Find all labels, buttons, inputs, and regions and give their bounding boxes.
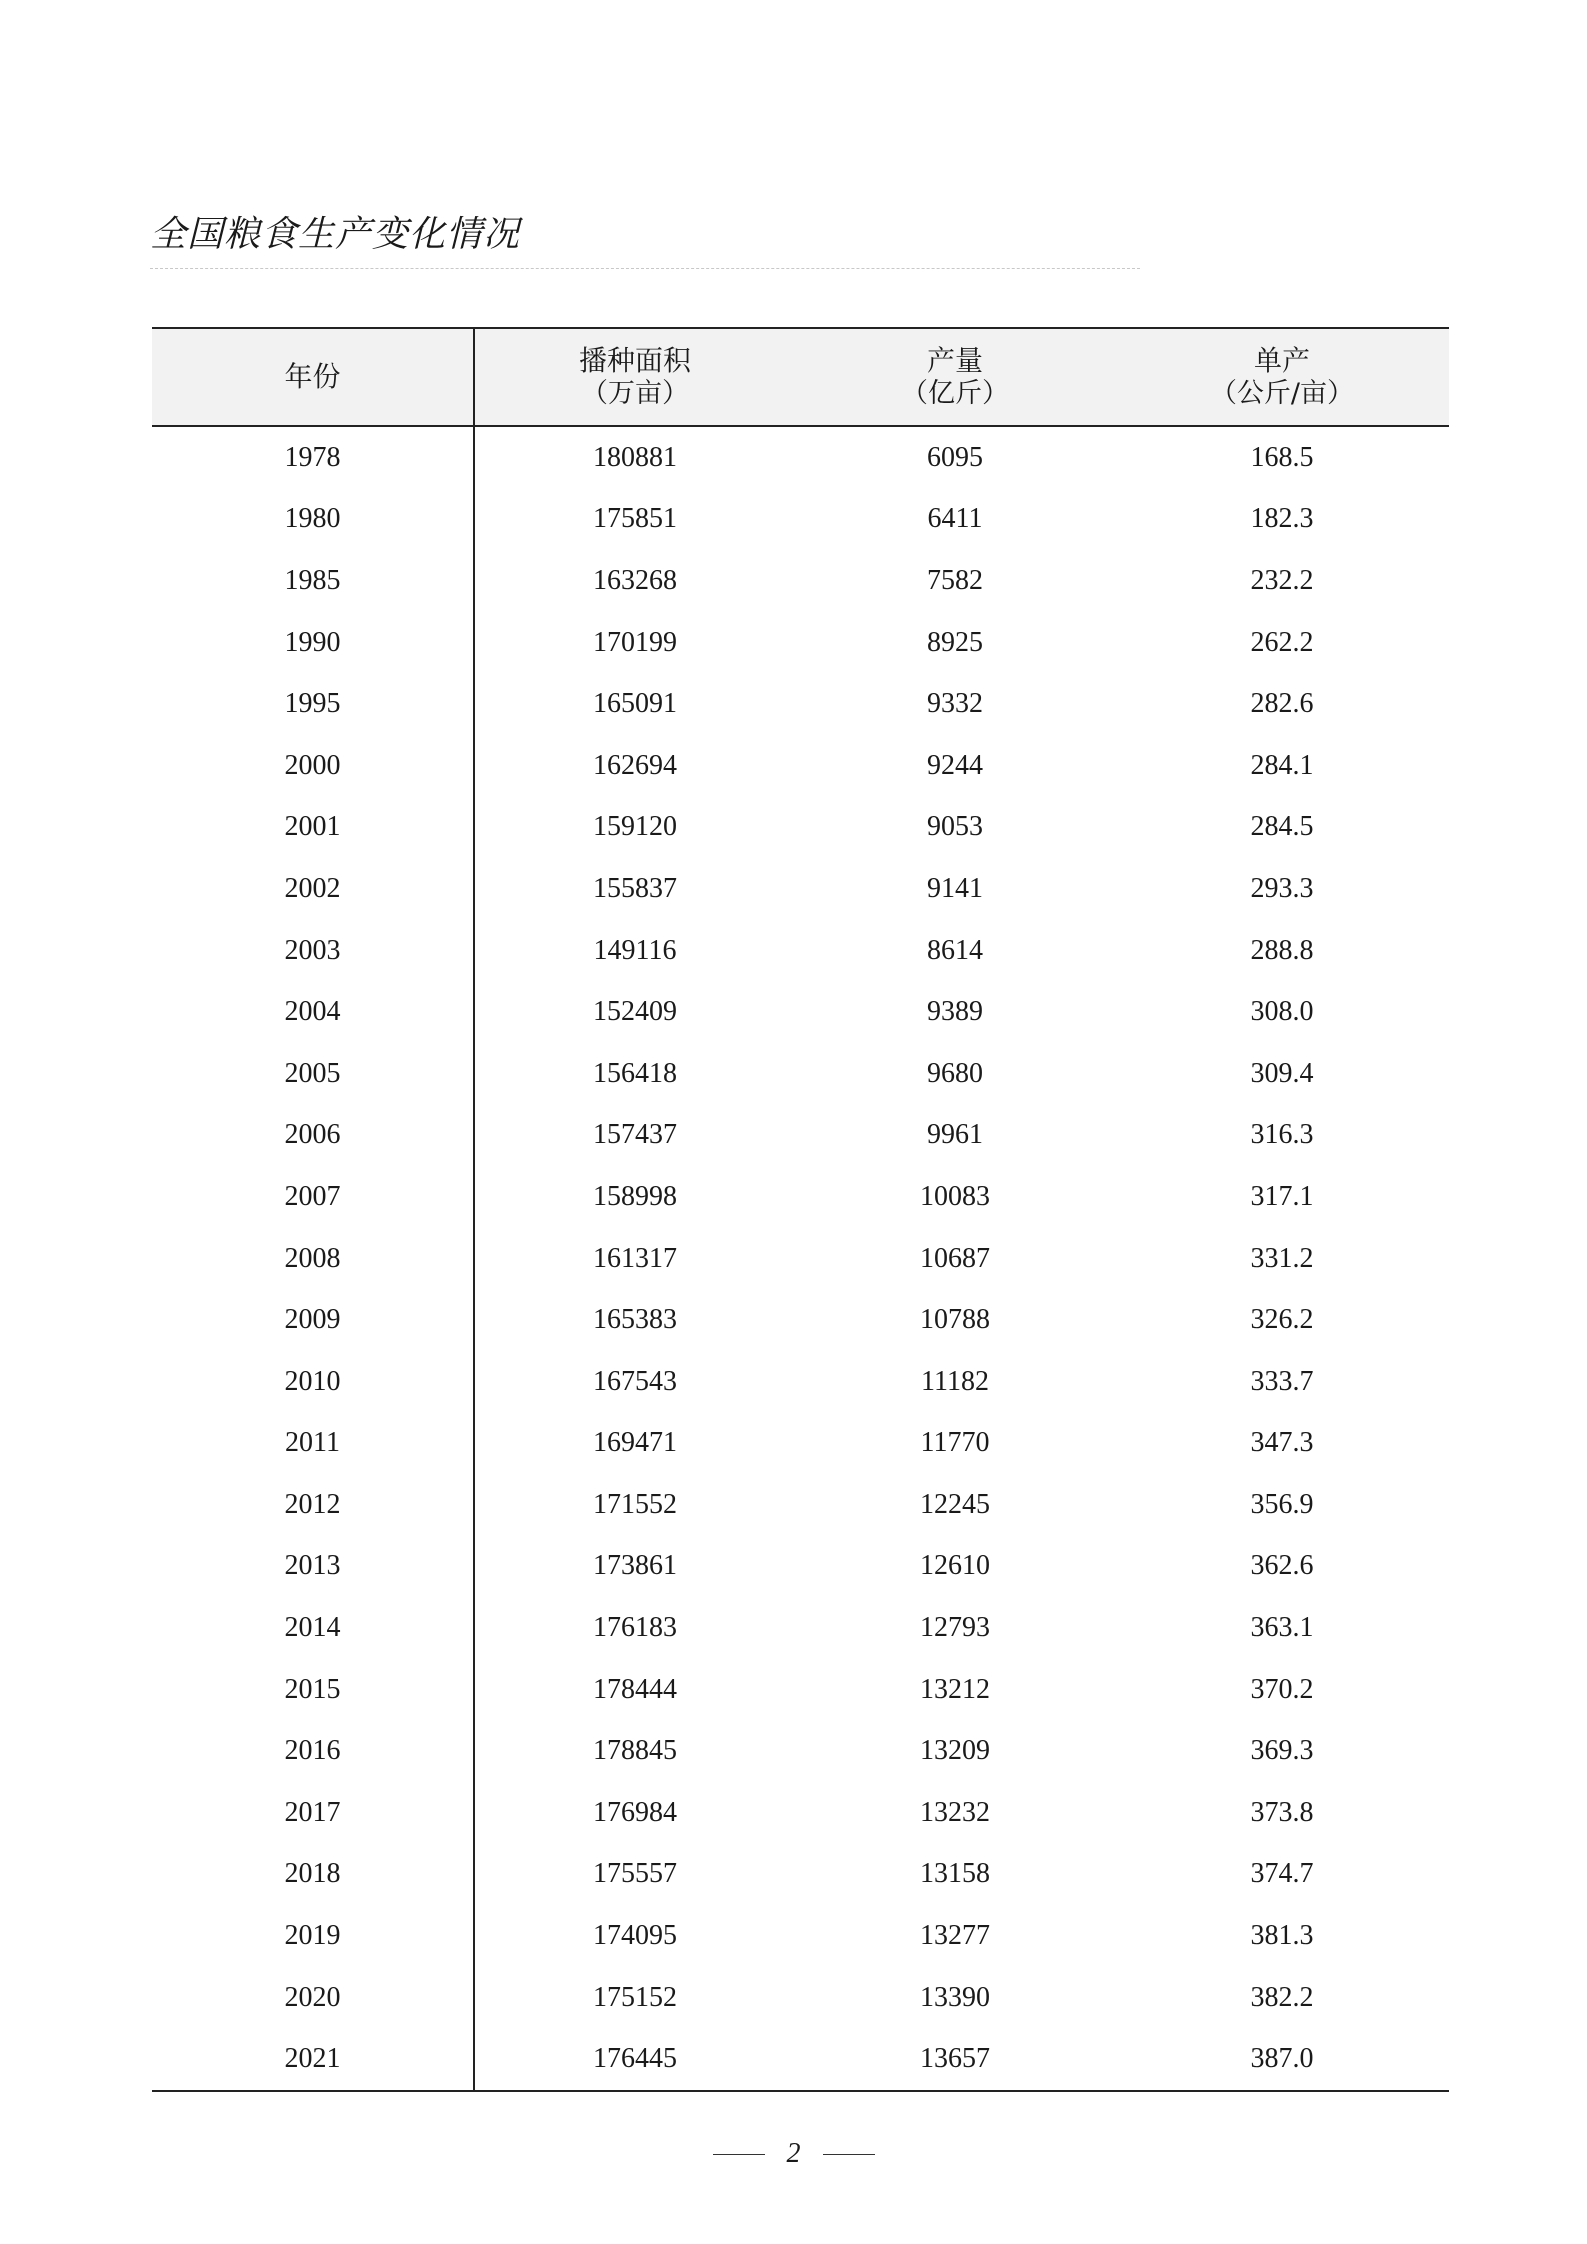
page-number: 2 [786, 2138, 801, 2169]
cell-output: 10083 [920, 1180, 990, 1212]
cell-year: 2000 [152, 735, 475, 797]
cell-yield: 284.1 [1250, 749, 1314, 781]
cell-output: 12610 [920, 1550, 990, 1582]
cell-yield: 284.5 [1250, 811, 1314, 843]
cell-sown-area: 167543 [593, 1365, 677, 1397]
cell-yield: 288.8 [1250, 934, 1314, 966]
table-row [152, 1289, 1449, 1351]
cell-sown-area: 162694 [593, 749, 677, 781]
cell-output: 13232 [920, 1796, 990, 1828]
cell-sown-area: 174095 [593, 1920, 677, 1952]
header-sown-area-label: 播种面积 [578, 344, 691, 377]
grain-production-table [152, 327, 1449, 2092]
cell-sown-area: 176183 [593, 1612, 677, 1644]
cell-sown-area: 176984 [593, 1796, 677, 1828]
header-year [152, 329, 475, 425]
cell-output: 10687 [920, 1242, 990, 1274]
table-row [152, 550, 1449, 612]
table-row [152, 612, 1449, 674]
cell-sown-area: 157437 [593, 1119, 677, 1151]
table-row [152, 1043, 1449, 1105]
table-row [152, 1228, 1449, 1290]
cell-year: 2020 [152, 1967, 475, 2029]
cell-yield: 363.1 [1250, 1612, 1314, 1644]
cell-output: 8614 [927, 934, 983, 966]
cell-sown-area: 180881 [593, 441, 677, 473]
table-row [152, 1844, 1449, 1906]
cell-year: 2007 [152, 1166, 475, 1228]
table-row [152, 920, 1449, 982]
cell-output: 11182 [921, 1365, 989, 1397]
cell-sown-area: 176445 [593, 2043, 677, 2075]
table-row [152, 1105, 1449, 1167]
footer-left-rule [713, 2154, 765, 2155]
cell-yield: 387.0 [1250, 2043, 1314, 2075]
table-row [152, 797, 1449, 859]
cell-sown-area: 175851 [593, 503, 677, 535]
cell-output: 9680 [927, 1057, 983, 1089]
cell-yield: 333.7 [1250, 1365, 1314, 1397]
cell-output: 13277 [920, 1920, 990, 1952]
cell-output: 13657 [920, 2043, 990, 2075]
cell-sown-area: 158998 [593, 1180, 677, 1212]
cell-sown-area: 149116 [593, 934, 677, 966]
table-row [152, 1597, 1449, 1659]
cell-year: 1980 [152, 489, 475, 551]
cell-yield: 347.3 [1250, 1427, 1314, 1459]
cell-output: 13209 [920, 1735, 990, 1767]
cell-sown-area: 156418 [593, 1057, 677, 1089]
cell-yield: 326.2 [1250, 1304, 1314, 1336]
cell-output: 9053 [927, 811, 983, 843]
table-row [152, 1782, 1449, 1844]
cell-year: 2010 [152, 1351, 475, 1413]
cell-sown-area: 178845 [593, 1735, 677, 1767]
table-row [152, 1474, 1449, 1536]
cell-yield: 316.3 [1250, 1119, 1314, 1151]
table-row [152, 858, 1449, 920]
cell-output: 7582 [927, 564, 983, 596]
cell-sown-area: 163268 [593, 564, 677, 596]
cell-year: 1995 [152, 673, 475, 735]
table-row [152, 1720, 1449, 1782]
header-year-label: 年份 [284, 360, 341, 394]
cell-yield: 382.2 [1250, 1981, 1314, 2013]
cell-yield: 232.2 [1250, 564, 1314, 596]
cell-output: 11770 [920, 1427, 990, 1459]
cell-year: 2008 [152, 1228, 475, 1290]
cell-sown-area: 152409 [593, 996, 677, 1028]
cell-sown-area: 170199 [593, 626, 677, 658]
table-row [152, 2028, 1449, 2090]
cell-yield: 308.0 [1250, 996, 1314, 1028]
cell-yield: 317.1 [1250, 1180, 1314, 1212]
cell-yield: 293.3 [1250, 872, 1314, 904]
cell-year: 2018 [152, 1844, 475, 1906]
cell-output: 10788 [920, 1304, 990, 1336]
cell-sown-area: 171552 [593, 1488, 677, 1520]
cell-output: 9961 [927, 1119, 983, 1151]
cell-year: 2001 [152, 797, 475, 859]
cell-output: 9389 [927, 996, 983, 1028]
cell-output: 12245 [920, 1488, 990, 1520]
cell-yield: 373.8 [1250, 1796, 1314, 1828]
page-footer [0, 2138, 1587, 2170]
cell-yield: 362.6 [1250, 1550, 1314, 1582]
table-row [152, 1351, 1449, 1413]
page-title: 全国粮食生产变化情况 [150, 214, 521, 255]
table-row [152, 735, 1449, 797]
header-output [795, 329, 1115, 425]
cell-sown-area: 155837 [593, 872, 677, 904]
cell-sown-area: 175152 [593, 1981, 677, 2013]
cell-year: 2015 [152, 1659, 475, 1721]
footer-right-rule [823, 2154, 875, 2155]
cell-yield: 381.3 [1250, 1920, 1314, 1952]
cell-yield: 309.4 [1250, 1057, 1314, 1089]
cell-year: 2014 [152, 1597, 475, 1659]
cell-year: 2013 [152, 1536, 475, 1598]
header-yield-label: 单产 [1253, 344, 1310, 377]
table-row [152, 1536, 1449, 1598]
cell-yield: 262.2 [1250, 626, 1314, 658]
cell-year: 2016 [152, 1720, 475, 1782]
cell-year: 1985 [152, 550, 475, 612]
cell-output: 9244 [927, 749, 983, 781]
cell-yield: 168.5 [1250, 441, 1314, 473]
cell-yield: 369.3 [1250, 1735, 1314, 1767]
table-row [152, 1905, 1449, 1967]
cell-sown-area: 165091 [593, 688, 677, 720]
cell-output: 6095 [927, 441, 983, 473]
cell-sown-area: 159120 [593, 811, 677, 843]
cell-output: 12793 [920, 1612, 990, 1644]
cell-output: 9332 [927, 688, 983, 720]
cell-sown-area: 169471 [593, 1427, 677, 1459]
cell-yield: 370.2 [1250, 1673, 1314, 1705]
table-row [152, 1967, 1449, 2029]
cell-year: 2009 [152, 1289, 475, 1351]
cell-yield: 282.6 [1250, 688, 1314, 720]
header-yield-unit: （公斤/亩） [1209, 377, 1355, 409]
cell-sown-area: 173861 [593, 1550, 677, 1582]
table-row [152, 981, 1449, 1043]
table-header [152, 329, 1449, 427]
cell-sown-area: 175557 [593, 1858, 677, 1890]
title-divider [150, 268, 1140, 269]
cell-year: 2017 [152, 1782, 475, 1844]
header-sown-area-unit: （万亩） [581, 377, 689, 409]
cell-year: 2006 [152, 1105, 475, 1167]
table-row [152, 1413, 1449, 1475]
cell-year: 2002 [152, 858, 475, 920]
cell-yield: 182.3 [1250, 503, 1314, 535]
table-row [152, 1659, 1449, 1721]
header-output-label: 产量 [926, 344, 983, 377]
cell-year: 1978 [152, 427, 475, 489]
header-sown-area [475, 329, 795, 425]
cell-sown-area: 178444 [593, 1673, 677, 1705]
cell-year: 2003 [152, 920, 475, 982]
cell-output: 13158 [920, 1858, 990, 1890]
table-row [152, 673, 1449, 735]
cell-yield: 331.2 [1250, 1242, 1314, 1274]
cell-output: 8925 [927, 626, 983, 658]
table-row [152, 489, 1449, 551]
cell-output: 6411 [927, 503, 983, 535]
cell-year: 2019 [152, 1905, 475, 1967]
header-output-unit: （亿斤） [901, 377, 1009, 409]
cell-year: 2021 [152, 2028, 475, 2090]
table-row [152, 1166, 1449, 1228]
cell-yield: 356.9 [1250, 1488, 1314, 1520]
cell-output: 13212 [920, 1673, 990, 1705]
cell-year: 2012 [152, 1474, 475, 1536]
cell-output: 9141 [927, 872, 983, 904]
cell-sown-area: 165383 [593, 1304, 677, 1336]
table-body [152, 427, 1449, 2090]
table-row [152, 427, 1449, 489]
cell-year: 2004 [152, 981, 475, 1043]
cell-yield: 374.7 [1250, 1858, 1314, 1890]
cell-year: 2011 [152, 1413, 475, 1475]
cell-sown-area: 161317 [593, 1242, 677, 1274]
cell-year: 2005 [152, 1043, 475, 1105]
cell-year: 1990 [152, 612, 475, 674]
header-yield [1115, 329, 1449, 425]
cell-output: 13390 [920, 1981, 990, 2013]
